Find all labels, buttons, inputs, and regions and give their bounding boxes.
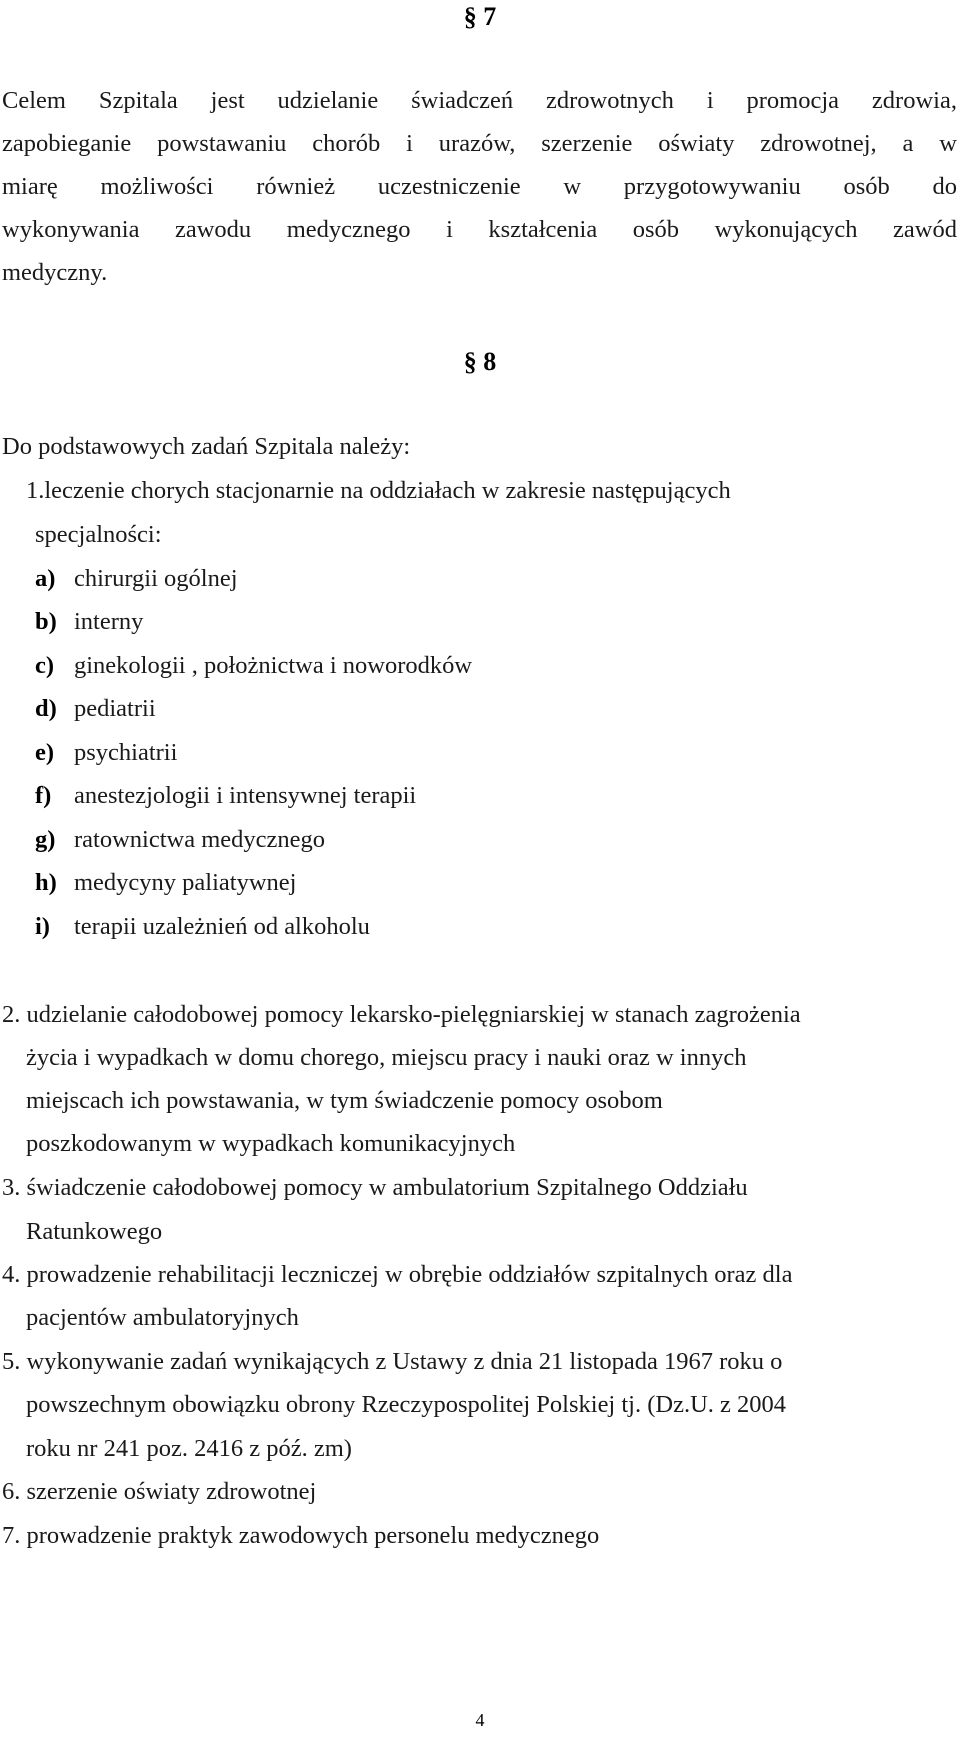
- word: szerzenie: [541, 130, 633, 157]
- word: oświaty: [658, 130, 735, 157]
- word: kształcenia: [488, 216, 598, 243]
- word: zdrowia,: [871, 87, 957, 114]
- word: osób: [632, 216, 680, 243]
- word: i: [406, 130, 413, 157]
- word: również: [256, 173, 336, 200]
- word: przygotowywaniu: [623, 173, 801, 200]
- word: Szpitala: [98, 87, 178, 114]
- word: do: [932, 173, 957, 200]
- list-item-text: chirurgii ogólnej: [74, 565, 238, 592]
- item-7: 7. prowadzenie praktyk zawodowych personelu medycznego: [2, 1522, 600, 1549]
- word: miarę: [2, 173, 58, 200]
- word: w: [563, 173, 582, 200]
- list-item: [35, 871, 296, 896]
- list-item-letter: i): [35, 913, 50, 940]
- item-5-line-2: powszechnym obowiązku obrony Rzeczypospolitej Polskiej tj. (Dz.U. z 2004: [26, 1391, 787, 1418]
- word: Celem: [2, 87, 66, 114]
- word: wykonujących: [714, 216, 858, 243]
- list-item: [35, 697, 156, 722]
- word: jest: [210, 87, 245, 114]
- word: a: [902, 130, 914, 157]
- section-7-line-1: [2, 89, 957, 114]
- item-2-line-2: życia i wypadkach w domu chorego, miejscu pracy i nauki oraz w innych: [26, 1044, 747, 1071]
- list-item: [35, 741, 177, 766]
- list-item: [35, 828, 325, 853]
- item-3-line-2: Ratunkowego: [26, 1218, 163, 1245]
- section-7-line-5: medyczny.: [2, 259, 108, 286]
- word: medycznego: [286, 216, 411, 243]
- word: zdrowotnych: [546, 87, 674, 114]
- item-2-line-1: 2. udzielanie całodobowej pomocy lekarsko-pielęgniarskiej w stanach zagrożenia: [2, 1001, 801, 1028]
- item-5-line-1: 5. wykonywanie zadań wynikających z Ustawy z dnia 21 listopada 1967 roku o: [2, 1348, 783, 1375]
- word: świadczeń: [411, 87, 514, 114]
- list-item-text: medycyny paliatywnej: [74, 869, 297, 896]
- item-2-line-3: miejscach ich powstawania, w tym świadczenie pomocy osobom: [26, 1087, 663, 1114]
- section-8-intro: Do podstawowych zadań Szpitala należy:: [2, 433, 411, 460]
- list-item-letter: d): [35, 695, 57, 722]
- list-item: [35, 915, 370, 940]
- list-item: [35, 784, 416, 809]
- section-7-line-4: [2, 218, 957, 243]
- list-item: [35, 567, 238, 592]
- section-7-heading: § 7: [463, 2, 497, 31]
- list-item-text: pediatrii: [74, 695, 156, 722]
- word: w: [939, 130, 957, 157]
- word: promocja: [746, 87, 840, 114]
- item-1-line-1: 1.leczenie chorych stacjonarnie na oddziałach w zakresie następujących: [26, 477, 731, 504]
- word: urazów,: [438, 130, 516, 157]
- word: udzielanie: [277, 87, 379, 114]
- list-item-text: psychiatrii: [74, 739, 178, 766]
- section-7-line-2: [2, 132, 957, 157]
- list-item-letter: h): [35, 869, 57, 896]
- list-item: [35, 610, 143, 635]
- list-item-letter: a): [35, 565, 56, 592]
- page-number: 4: [475, 1710, 485, 1730]
- word: zawodu: [174, 216, 252, 243]
- item-4-line-2: pacjentów ambulatoryjnych: [26, 1304, 299, 1331]
- item-3-line-1: 3. świadczenie całodobowej pomocy w ambulatorium Szpitalnego Oddziału: [2, 1174, 748, 1201]
- word: uczestniczenie: [377, 173, 521, 200]
- list-item-text: ratownictwa medycznego: [74, 826, 326, 853]
- word: możliwości: [100, 173, 214, 200]
- word: i: [446, 216, 453, 243]
- word: zdrowotnej,: [760, 130, 877, 157]
- word: i: [706, 87, 714, 114]
- item-4-line-1: 4. prowadzenie rehabilitacji leczniczej w obrębie oddziałów szpitalnych oraz dla: [2, 1261, 793, 1288]
- list-item-text: ginekologii , położnictwa i noworodków: [74, 652, 473, 679]
- list-item-letter: c): [35, 652, 55, 679]
- list-item-text: terapii uzależnień od alkoholu: [74, 913, 370, 940]
- list-item-text: anestezjologii i intensywnej terapii: [74, 782, 417, 809]
- item-1-line-2: specjalności:: [35, 521, 162, 548]
- word: osób: [843, 173, 890, 200]
- list-item-letter: e): [35, 739, 55, 766]
- item-6: 6. szerzenie oświaty zdrowotnej: [2, 1478, 317, 1505]
- word: chorób: [312, 130, 381, 157]
- word: zawód: [893, 216, 957, 243]
- word: powstawaniu: [157, 130, 287, 157]
- word: zapobieganie: [2, 130, 132, 157]
- section-8-heading: § 8: [463, 347, 497, 376]
- item-2-line-4: poszkodowanym w wypadkach komunikacyjnych: [26, 1130, 516, 1157]
- list-item-letter: b): [35, 608, 57, 635]
- list-item-letter: g): [35, 826, 56, 853]
- list-item-letter: f): [35, 782, 52, 809]
- list-item: [35, 654, 472, 679]
- section-7-line-3: [2, 175, 957, 200]
- item-5-line-3: roku nr 241 poz. 2416 z póź. zm): [26, 1435, 352, 1462]
- list-item-text: interny: [74, 608, 144, 635]
- word: wykonywania: [2, 216, 140, 243]
